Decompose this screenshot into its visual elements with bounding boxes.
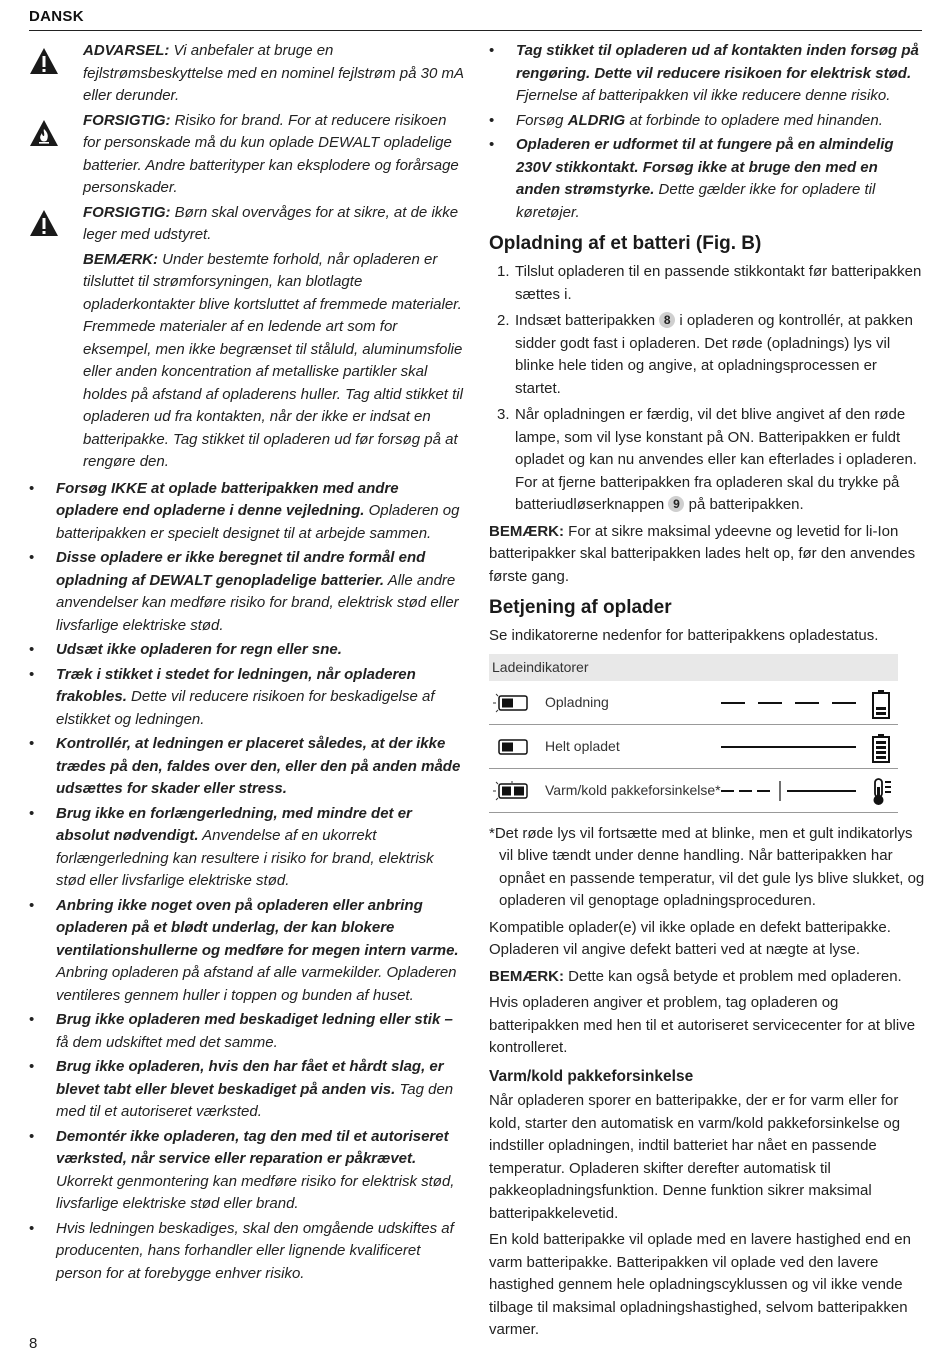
warning-text: Børn skal overvåges for at sikre, at de ikke leger med udstyret.	[83, 203, 459, 243]
blinking-led-icon	[493, 693, 531, 713]
list-item: • Demontér ikke opladeren, tag den med til et autoriseret værksted, når service eller reparation er påkrævet. Ukorrekt genmontering kan medføre risiko for elektrisk stød, livsfarlige elektriske stød eller brand.	[29, 1127, 455, 1212]
section-title-delay: Varm/kold pakkeforsinkelse	[489, 1067, 694, 1085]
indicator-label: Varm/kold pakkeforsinkelse*	[545, 781, 721, 798]
note-text: For at sikre maksimal ydeevne og levetid for li-Ion batteripakker skal batteripakken lades helt op, før den anvendes første gang.	[489, 522, 916, 585]
solid-light-pattern	[721, 735, 861, 759]
dashed-then-solid-light-pattern	[721, 779, 861, 803]
safety-bullet-list	[29, 478, 465, 1286]
step-text: Indsæt batteripakken	[515, 312, 660, 329]
footnote: *Det røde lys vil fortsætte med at blinke, men et gult indikatorlys vil blive tændt under denne handling. Når batteripakken har opnået en passende temperatur, vil det gule lys blive slukket, og opladeren vil genoptage opladningsproceduren.	[489, 824, 925, 909]
figure-reference-badge: 8	[659, 312, 675, 328]
section-title-operation: Betjening af oplader	[489, 597, 672, 618]
table-row	[489, 769, 898, 813]
bullet-text: Opladeren og batteripakken er specielt designet til at arbejde sammen.	[56, 502, 460, 542]
bullet-text: få dem udskiftet med det samme.	[56, 1033, 278, 1051]
paragraph: Kompatible oplader(e) vil ikke oplade en defekt batteripakke. Opladeren vil angive defekt batteri ved at nægte at lyse.	[489, 918, 891, 958]
list-item: • Brug ikke en forlængerledning, med mindre det er absolut nødvendigt. Anvendelse af en ukorrekt forlængerledning kan resultere i risiko for brand, elektrisk stød eller livsfarlige elektriske stød.	[29, 804, 434, 889]
battery-full-icon	[869, 733, 893, 763]
note-text: Dette kan også betyde et problem med opladeren.	[564, 967, 902, 985]
list-item	[489, 404, 925, 517]
paragraph: En kold batteripakke vil oplade med en lavere hastighed end en varm batteripakke. Batteripakken vil oplade ved den lavere hastighed gennem hele opladningscyklussen og vil ikke vende tilbage til maksimal opladningshastighed, selvom batteripakken varmer.	[489, 1231, 911, 1338]
table-header: Ladeindikatorer	[489, 654, 898, 681]
step-number: 2.	[497, 312, 510, 329]
figure-reference-badge: 9	[668, 496, 684, 512]
table-row	[489, 725, 898, 769]
bullet-text: Anvendelse af en ukorrekt forlængerledning kan resultere i risiko for brand, elektrisk stød eller livsfarlige elektriske stød.	[56, 827, 434, 889]
list-item: • Forsøg IKKE at oplade batteripakken med andre opladere end opladerne i denne vejledning. Opladeren og batteripakken er specielt designet til at arbejde sammen.	[29, 479, 460, 542]
note-block	[29, 249, 465, 474]
list-item	[489, 310, 925, 400]
bullet-bold-text: Kontrollér, at ledningen er placeret således, at der ikke trædes på den, faldes over den, eller den på anden måde udsættes for skader eller stress.	[56, 735, 461, 797]
bullet-text: Alle andre anvendelser kan medføre risiko for brand, elektrisk stød eller livsfarlige elektriske stød.	[56, 571, 459, 634]
bullet-bold-text: Opladeren er udformet til at fungere på en almindelig 230V stikkontakt. Forsøg ikke at bruge den med en anden strømstyrke.	[516, 136, 894, 198]
list-item: • Træk i stikket i stedet for ledningen, når opladeren frakobles. Dette vil reducere risikoen for beskadigelse af elstikket og ledningen.	[29, 665, 435, 728]
right-column	[489, 40, 925, 1346]
bullet-text: Ukorrekt genmontering kan medføre risiko for elektrisk stød, livsfarlige elektriske stød eller brand.	[56, 1172, 455, 1212]
warning-triangle-icon	[29, 208, 59, 238]
bullet-bold-text: Demontér ikke opladeren, tag den med til et autoriseret værksted, når service eller reparation er påkrævet.	[56, 1127, 449, 1167]
indicator-label: Opladning	[545, 693, 609, 710]
warning-label: FORSIGTIG:	[83, 111, 171, 129]
bullet-bold-text: Udsæt ikke opladeren for regn eller sne.	[56, 641, 342, 658]
bullet-text: Anbring opladeren på afstand af alle varmekilder. Opladeren ventileres gennem huller i toppen og bunden af huset.	[56, 964, 457, 1004]
operation-note	[489, 966, 925, 989]
note-label: BEMÆRK:	[83, 250, 158, 268]
list-item: • Anbring ikke noget oven på opladeren eller anbring opladeren på et blødt underlag, der kan blokere ventilationshullerne og medføre for megen intern varme. Anbring opladeren på afstand af alle varmekilder. Opladeren ventileres gennem huller i toppen og bunden af huset.	[29, 896, 459, 1004]
bullet-bold-text: Anbring ikke noget oven på opladeren eller anbring opladeren på et blødt underlag, der kan blokere ventilationshullerne og medføre for megen intern varme.	[56, 896, 459, 959]
list-item	[489, 261, 925, 306]
led-icon	[493, 737, 531, 757]
bullet-bold-text: Tag stikket til opladeren ud af kontakten inden forsøg på rengøring. Dette vil reducere risikoen for elektrisk stød.	[516, 42, 919, 82]
paragraph: Hvis opladeren angiver et problem, tag opladeren og batteripakken med hen til et autoriseret servicecenter for at blive kontrolleret.	[489, 994, 916, 1056]
indicator-label: Helt opladet	[545, 737, 620, 754]
warning-forsigtig-children	[29, 202, 465, 247]
bullet-text: Hvis ledningen beskadiges, skal den omgående udskiftes af producenten, hans forhandler eller lignende kvalificeret person for at forebygge enhver risiko.	[56, 1219, 454, 1282]
step-text: Når opladningen er færdig, vil det blive angivet af den røde lampe, som vil lyse konstant på ON. Batteripakken er fuldt opladet og kan nu anvendes eller kan efterlades i opladeren. For at fjerne batteripakken fra opladeren skal du trykke på batteriudløserknappen	[515, 406, 917, 513]
list-item: • Udsæt ikke opladeren for regn eller sne.	[29, 641, 342, 658]
charging-steps	[489, 261, 925, 517]
bullet-text: Forsøg	[516, 111, 568, 129]
list-item: • Brug ikke opladeren, hvis den har fået et hårdt slag, er blevet tabt eller blevet beskadiget på anden vis. Tag den med til et autoriseret værksted.	[29, 1058, 454, 1120]
bullet-text: Dette gælder ikke for opladere til køretøjer.	[516, 181, 876, 221]
language-header: DANSK	[29, 8, 84, 25]
warning-advarsel	[29, 40, 465, 108]
bullet-bold-text: Brug ikke opladeren, hvis den har fået et hårdt slag, er blevet tabt eller blevet beskadiget på anden vis.	[56, 1058, 444, 1098]
charge-indicator-table	[489, 654, 898, 813]
bullet-bold-text: Brug ikke opladeren med beskadiget ledning eller stik –	[56, 1011, 453, 1028]
bullet-bold-text: ALDRIG	[567, 111, 626, 129]
warning-text: Risiko for brand. For at reducere risikoen for personskade må du kun oplade DEWALT opladelige batterier. Andre batterityper kan eksplodere og forårsage personskader.	[83, 111, 459, 196]
page-number: 8	[29, 1335, 38, 1352]
battery-charging-icon	[869, 689, 893, 719]
warning-label: ADVARSEL:	[83, 42, 170, 59]
warning-forsigtig-fire	[29, 110, 465, 200]
thermometer-icon	[869, 777, 893, 807]
list-item: • Forsøg ALDRIG at forbinde to opladere med hinanden.	[489, 111, 883, 129]
bullet-text: at forbinde to opladere med hinanden.	[625, 111, 883, 129]
bullet-bold-text: Forsøg IKKE at oplade batteripakken med andre opladere end opladerne i denne vejledning.	[56, 479, 399, 519]
fire-warning-icon	[29, 118, 59, 148]
warning-triangle-icon	[29, 46, 59, 76]
dual-blinking-led-icon	[493, 781, 531, 801]
list-item: • Disse opladere er ikke beregnet til andre formål end opladning af DEWALT genopladelige batterier. Alle andre anvendelser kan medføre risiko for brand, elektrisk stød eller livsfarlige elektriske stød.	[29, 549, 459, 634]
step-text: på batteripakken.	[684, 496, 804, 513]
step-number: 1.	[497, 263, 510, 280]
note-text: Under bestemte forhold, når opladeren er tilsluttet til strømforsyningen, kan blotlagte opladerkontakter blive kortsluttet af fremmede materialer. Fremmede materialer af en ledende art som for eksempel, men ikke begrænset til ståluld, aluminumsfolie eller anden koncentration af metalliske partikler skal holdes på afstand af opladerens huller. Tag altid stikket til opladeren ud fra kontakten, når der ikke er indsat en batteripakke. Tag stikket til opladeren ud før forsøg på at rengøre den.	[83, 250, 463, 470]
note-label: BEMÆRK:	[489, 967, 564, 985]
bullet-text: Fjernelse af batteripakken vil ikke reducere denne risiko.	[516, 87, 891, 104]
list-item: • Opladeren er udformet til at fungere på en almindelig 230V stikkontakt. Forsøg ikke at bruge den med en anden strømstyrke. Dette gælder ikke for opladere til køretøjer.	[489, 136, 894, 221]
note-label: BEMÆRK:	[489, 522, 564, 540]
bullet-text: Dette vil reducere risikoen for beskadigelse af elstikket og ledningen.	[56, 688, 435, 728]
left-column	[29, 40, 465, 1287]
section-title-charging: Opladning af et batteri (Fig. B)	[489, 233, 762, 254]
charging-note	[489, 521, 925, 589]
warning-text: Vi anbefaler at bruge en fejlstrømsbeskyttelse med en nominel fejlstrøm på 30 mA eller derunder.	[83, 42, 464, 104]
bullet-bold-text: Disse opladere er ikke beregnet til andre formål end opladning af DEWALT genopladelige batterier.	[56, 549, 426, 589]
list-item: • Brug ikke opladeren med beskadiget ledning eller stik –få dem udskiftet med det samme.	[29, 1011, 453, 1051]
list-item: • Kontrollér, at ledningen er placeret således, at der ikke trædes på den, faldes over den, eller den på anden måde udsættes for skader eller stress.	[29, 735, 461, 797]
safety-bullet-list-continued	[489, 40, 925, 224]
warning-label: FORSIGTIG:	[83, 203, 171, 221]
operation-intro: Se indikatorerne nedenfor for batteripakkens opladestatus.	[489, 627, 879, 644]
step-text: Tilslut opladeren til en passende stikkontakt før batteripakken sættes i.	[515, 263, 922, 303]
bullet-bold-text: Træk i stikket i stedet for ledningen, når opladeren frakobles.	[56, 665, 416, 705]
list-item: • Tag stikket til opladeren ud af kontakten inden forsøg på rengøring. Dette vil reducere risikoen for elektrisk stød. Fjernelse af batteripakken vil ikke reducere denne risiko.	[489, 42, 919, 104]
dashed-light-pattern	[721, 691, 861, 715]
header-rule	[29, 30, 922, 31]
list-item: • Hvis ledningen beskadiges, skal den omgående udskiftes af producenten, hans forhandler eller lignende kvalificeret person for at forebygge enhver risiko.	[29, 1219, 454, 1282]
bullet-bold-text: Brug ikke en forlængerledning, med mindre det er absolut nødvendigt.	[56, 804, 412, 844]
step-number: 3.	[497, 406, 510, 423]
step-text: i opladeren og kontrollér, at pakken sidder godt fast i opladeren. Det røde (opladnings) lys vil blinke hele tiden og angive, at opladningsprocessen er startet.	[515, 312, 913, 397]
table-row	[489, 681, 898, 725]
bullet-text: Tag den med til et autoriseret værksted.	[56, 1080, 454, 1120]
paragraph: Når opladeren sporer en batteripakke, der er for varm eller for kold, starter den automatisk en varm/kold pakkeforsinkelse og indstiller opladningen, indtil batteriet har nået en passende temperatur. Opladeren skifter derefter automatisk til pakkeopladningsfunktion. Denne funktion sikrer maksimal batteripakkelevetid.	[489, 1092, 901, 1222]
